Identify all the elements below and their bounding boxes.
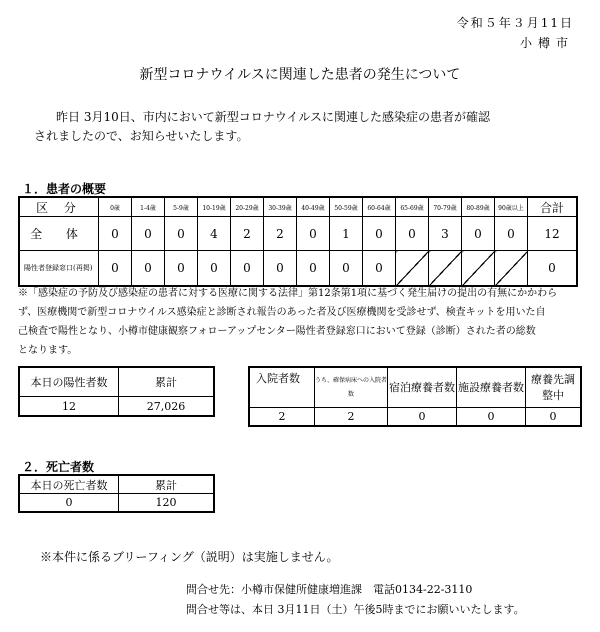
today-positive-value: 12 [19, 397, 119, 417]
footnote-line: 己検査で陽性となり、小樽市健康観察フォローアップセンター陽性者登録窓口において登録（診断）された者の総数 [18, 326, 536, 337]
overall-cell: 1 [330, 217, 363, 251]
intro-line-2: されましたので、お知らせいたします。 [34, 129, 249, 143]
overall-cell: 0 [132, 217, 165, 251]
registration-cell: 0 [231, 251, 264, 287]
registration-cell: 0 [99, 251, 132, 287]
registration-cell: 0 [297, 251, 330, 287]
not-applicable-slash [462, 251, 495, 287]
overall-cell: 3 [429, 217, 462, 251]
facility-recuperation-header: 施設療養者数 [457, 367, 526, 408]
registration-cell: 0 [132, 251, 165, 287]
registration-cell: 0 [165, 251, 198, 287]
registration-cell: 0 [330, 251, 363, 287]
not-applicable-slash [396, 251, 429, 287]
overall-cell: 0 [297, 217, 330, 251]
hotel-recuperation-header: 宿泊療養者数 [388, 367, 457, 408]
registration-total: 0 [528, 251, 578, 287]
release-date: 令和５年３月11日 [456, 16, 574, 30]
registration-cell: 0 [264, 251, 297, 287]
footnote-line: ※「感染症の予防及び感染症の患者に対する医療に関する法律」第12条第1項に基づく発生届けの提出の有無にかかわら [18, 288, 558, 299]
footnote-line: となります。 [18, 345, 78, 356]
inquiry-hours: 問合せ等は、本日 3月11日（土）午後5時までにお願いいたします。 [186, 603, 525, 616]
today-deaths-header: 本日の死亡者数 [19, 475, 119, 494]
cumulative-deaths-value: 120 [119, 494, 215, 513]
contact-info: 問合せ先：小樽市保健所健康増進課 電話0134-22-3110 [186, 583, 473, 596]
age-header: 5-9歳 [165, 197, 198, 217]
overall-cell: 0 [165, 217, 198, 251]
secured-bed-header: うち、確保病床への入院者数 [315, 367, 388, 408]
intro-paragraph [30, 108, 570, 146]
issuer-city: 小樽市 [519, 36, 574, 50]
overall-cell: 2 [231, 217, 264, 251]
kubun-header: 区 分 [19, 197, 99, 217]
overall-cell: 4 [198, 217, 231, 251]
hospitalization-table [248, 366, 582, 427]
deaths-table [18, 474, 215, 513]
registration-cell: 0 [198, 251, 231, 287]
registration-cell: 0 [363, 251, 396, 287]
age-header: 90歳以上 [495, 197, 528, 217]
age-header: 65-69歳 [396, 197, 429, 217]
not-applicable-slash [429, 251, 462, 287]
overall-cell: 0 [462, 217, 495, 251]
registration-label: 陽性者登録窓口(再掲) [19, 251, 99, 287]
overall-label: 全 体 [19, 217, 99, 251]
admitted-header: 入院者数 [249, 367, 315, 408]
overall-cell: 0 [396, 217, 429, 251]
admitted-value: 2 [249, 408, 315, 427]
registration-row [19, 251, 577, 287]
cumulative-positive-header: 累計 [119, 367, 215, 397]
overall-cell: 0 [363, 217, 396, 251]
age-header: 30-39歳 [264, 197, 297, 217]
pending-placement-header: 療養先調整中 [526, 367, 582, 408]
section-heading-deaths: ２．死亡者数 [22, 460, 95, 474]
secured-bed-value: 2 [315, 408, 388, 427]
not-applicable-slash [495, 251, 528, 287]
age-header: 0歳 [99, 197, 132, 217]
overall-cell: 2 [264, 217, 297, 251]
age-header: 10-19歳 [198, 197, 231, 217]
overall-cell: 0 [99, 217, 132, 251]
age-header: 40-49歳 [297, 197, 330, 217]
hotel-recuperation-value: 0 [388, 408, 457, 427]
age-header: 50-59歳 [330, 197, 363, 217]
today-deaths-value: 0 [19, 494, 119, 513]
age-header: 1-4歳 [132, 197, 165, 217]
age-header: 60-64歳 [363, 197, 396, 217]
age-header-row [19, 197, 577, 217]
overall-cell: 0 [495, 217, 528, 251]
overall-total: 12 [528, 217, 578, 251]
age-header: 80-89歳 [462, 197, 495, 217]
section-heading-patient-summary: １．患者の概要 [22, 182, 107, 196]
positive-cases-table [18, 366, 215, 417]
facility-recuperation-value: 0 [457, 408, 526, 427]
age-breakdown-table [18, 196, 578, 287]
cumulative-deaths-header: 累計 [119, 475, 215, 494]
footnote-line: ず、医療機関で新型コロナウイルス感染症と診断され報告のあった者及び医療機関を受診せず、検査キットを用いた自 [18, 307, 546, 318]
overall-row [19, 217, 577, 251]
page-title: 新型コロナウイルスに関連した患者の発生について [139, 67, 461, 83]
intro-line-1: 昨日 3月10日、市内において新型コロナウイルスに関連した感染症の患者が確認 [56, 110, 491, 124]
age-header: 70-79歳 [429, 197, 462, 217]
today-positive-header: 本日の陽性者数 [19, 367, 119, 397]
briefing-notice: ※本件に係るブリーフィング（説明）は実施しません。 [40, 550, 339, 564]
cumulative-positive-value: 27,026 [119, 397, 215, 417]
total-header: 合計 [528, 197, 578, 217]
footnote [18, 284, 582, 360]
age-header: 20-29歳 [231, 197, 264, 217]
pending-placement-value: 0 [526, 408, 582, 427]
